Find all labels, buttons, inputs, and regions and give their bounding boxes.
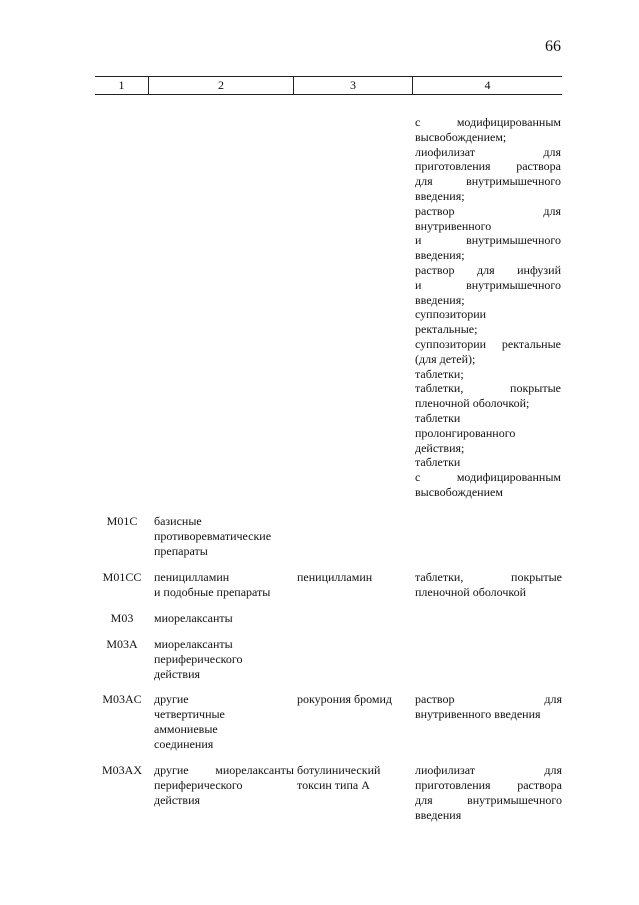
dosage-form-line: лиофилизат для — [415, 144, 561, 159]
atc-group-name — [154, 611, 294, 626]
atc-code: M01CC — [102, 570, 142, 584]
column-header-3: 3 — [294, 77, 413, 94]
atc-group-name — [154, 570, 294, 600]
column-header-2: 2 — [149, 77, 294, 94]
atc-group-name-line: действия — [154, 667, 201, 681]
atc-group-name-line: базисные — [154, 514, 202, 528]
dosage-forms-line: внутривенного введения — [415, 707, 541, 721]
dosage-form-line: для внутримышечного — [415, 174, 561, 189]
dosage-form-line: введения; — [415, 248, 465, 263]
dosage-forms-line: приготовления раствора — [415, 778, 562, 792]
page-number: 66 — [545, 38, 561, 55]
column-header-1: 1 — [95, 77, 149, 94]
atc-code: M01C — [106, 514, 138, 528]
atc-code: M03A — [106, 637, 138, 651]
drug-name-line: токсин типа A — [297, 778, 370, 792]
dosage-form-line: раствор для — [415, 203, 561, 218]
dosage-form-line: пленочной оболочкой; — [415, 396, 530, 411]
atc-group-name-line: миорелаксанты — [154, 611, 233, 625]
atc-group-name-line: четвертичные — [154, 707, 225, 721]
dosage-form-line: и внутримышечного — [415, 277, 561, 292]
dosage-forms — [415, 763, 562, 823]
dosage-form-line: с модифицированным — [415, 470, 561, 485]
atc-group-name — [154, 692, 294, 752]
atc-group-name — [154, 514, 294, 559]
column-header-4: 4 — [484, 78, 491, 92]
dosage-forms-line: таблетки, покрытые — [415, 570, 562, 584]
dosage-forms — [415, 570, 562, 600]
dosage-form-line: высвобождением — [415, 484, 503, 499]
table-header — [95, 76, 562, 95]
atc-group-name-line: периферического — [154, 652, 243, 666]
dosage-form-line: внутривенного — [415, 218, 492, 233]
atc-group-name-line: и подобные препараты — [154, 585, 271, 599]
atc-group-name — [154, 763, 294, 808]
atc-code: M03AC — [102, 692, 142, 706]
atc-group-name-line: другие — [154, 692, 189, 706]
atc-group-name-line: препараты — [154, 544, 208, 558]
dosage-forms-line: для внутримышечного — [415, 793, 562, 807]
atc-group-name-line: соединения — [154, 737, 214, 751]
drug-name — [297, 570, 412, 585]
drug-name-line: рокурония бромид — [297, 692, 393, 706]
atc-group-name-line: действия — [154, 793, 201, 807]
dosage-forms-line: введения — [415, 808, 462, 822]
atc-group-name-line: другие миорелаксанты — [154, 763, 294, 777]
dosage-form-line: высвобождением; — [415, 129, 507, 144]
dosage-form-line: и внутримышечного — [415, 233, 561, 248]
dosage-form-line: раствор для инфузий — [415, 262, 561, 277]
drug-name — [297, 763, 412, 793]
atc-group-name-line: пеницилламин — [154, 570, 230, 584]
drug-name — [297, 692, 412, 707]
dosage-form-line: таблетки, покрытые — [415, 381, 561, 396]
dosage-form-line: суппозитории ректальные — [415, 336, 561, 351]
dosage-form-line: введения; — [415, 292, 465, 307]
atc-group-name-line: противоревматические — [154, 529, 272, 543]
atc-group-name-line: миорелаксанты — [154, 637, 233, 651]
dosage-form-line: с модифицированным — [415, 115, 561, 129]
dosage-form-line: таблетки — [415, 455, 461, 470]
atc-group-name-line: периферического — [154, 778, 243, 792]
dosage-form-line: введения; — [415, 188, 465, 203]
drug-name-line: пеницилламин — [297, 570, 373, 584]
dosage-forms-line: пленочной оболочкой — [415, 585, 527, 599]
dosage-forms — [415, 692, 562, 722]
atc-code: M03AX — [101, 763, 142, 777]
atc-group-name-line: аммониевые — [154, 722, 218, 736]
atc-group-name — [154, 637, 294, 682]
dosage-form-line: таблетки — [415, 410, 461, 425]
dosage-form-line: приготовления раствора — [415, 159, 561, 174]
dosage-forms-line: лиофилизат для — [415, 763, 562, 777]
dosage-form-line: ректальные; — [415, 322, 478, 337]
atc-code: M03 — [110, 611, 134, 625]
dosage-form-line: пролонгированного — [415, 425, 516, 440]
dosage-forms-line: раствор для — [415, 692, 562, 706]
drug-name-line: ботулинический — [297, 763, 381, 777]
dosage-forms-continuation — [415, 115, 561, 500]
dosage-form-line: таблетки; — [415, 366, 464, 381]
dosage-form-line: (для детей); — [415, 351, 476, 366]
dosage-form-line: суппозитории — [415, 307, 487, 322]
dosage-form-line: действия; — [415, 440, 465, 455]
